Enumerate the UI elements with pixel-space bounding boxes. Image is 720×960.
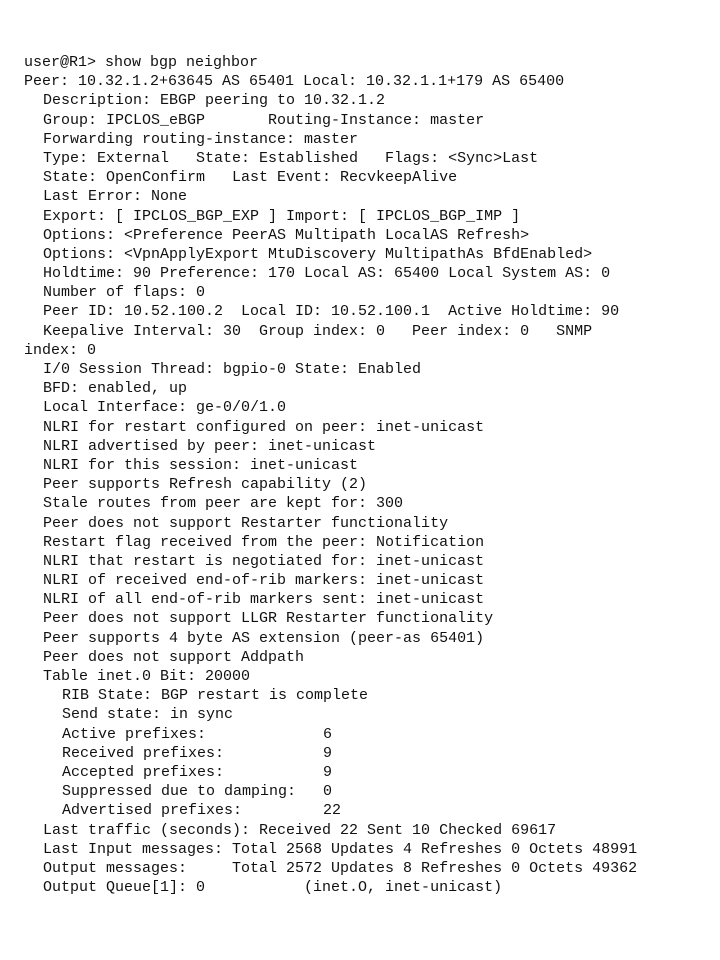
nlri-negotiated-line: NLRI that restart is negotiated for: inet-unicast	[43, 552, 485, 570]
last-traffic-line: Last traffic (seconds): Received 22 Sent 10 Checked 69617	[43, 821, 557, 839]
refresh-capability-line: Peer supports Refresh capability (2)	[43, 476, 368, 494]
options-line-2: Options: <VpnApplyExport MtuDiscovery MultipathAs BfdEnabled>	[43, 245, 593, 263]
export-import-line: Export: [ IPCLOS_BGP_EXP ] Import: [ IPCLOS_BGP_IMP ]	[43, 207, 521, 225]
local-interface-line: Local Interface: ge-0/0/1.0	[43, 399, 287, 417]
stale-routes-line: Stale routes from peer are kept for: 300	[43, 495, 404, 513]
type-state-line: Type: External State: Established Flags: <Sync>Last	[43, 149, 539, 167]
output-messages-line: Output messages: Total 2572 Updates 8 Refreshes 0 Octets 49362	[43, 859, 638, 877]
accepted-prefixes-line: Accepted prefixes: 9	[62, 763, 333, 781]
options-line-1: Options: <Preference PeerAS Multipath LocalAS Refresh>	[43, 226, 530, 244]
forwarding-instance-line: Forwarding routing-instance: master	[43, 130, 359, 148]
state-event-line: State: OpenConfirm Last Event: RecvkeepAlive	[43, 169, 458, 187]
session-thread-line: I/0 Session Thread: bgpio-0 State: Enabled	[43, 361, 422, 378]
restart-flag-line: Restart flag received from the peer: Notification	[43, 533, 485, 551]
active-prefixes-line: Active prefixes: 6	[62, 725, 333, 743]
addpath-line: Peer does not support Addpath	[43, 648, 305, 666]
table-line: Table inet.0 Bit: 20000	[43, 668, 251, 685]
last-error-line: Last Error: None	[43, 188, 188, 206]
as-extension-line: Peer supports 4 byte AS extension (peer-as 65401)	[43, 629, 485, 647]
nlri-eor-received-line: NLRI of received end-of-rib markers: inet-unicast	[43, 572, 485, 590]
nlri-eor-sent-line: NLRI of all end-of-rib markers sent: inet-unicast	[43, 591, 485, 609]
restarter-line: Peer does not support Restarter functionality	[43, 514, 449, 532]
suppressed-line: Suppressed due to damping: 0	[62, 783, 333, 801]
keepalive-line: Keepalive Interval: 30 Group index: 0 Peer index: 0 SNMP	[43, 322, 593, 340]
flaps-line: Number of flaps: 0	[43, 284, 206, 302]
description-line: Description: EBGP peering to 10.32.1.2	[43, 92, 386, 110]
nlri-session-line: NLRI for this session: inet-unicast	[43, 456, 359, 474]
received-prefixes-line: Received prefixes: 9	[62, 744, 333, 762]
holdtime-line: Holdtime: 90 Preference: 170 Local AS: 65400 Local System AS: 0	[43, 265, 611, 283]
bfd-line: BFD: enabled, up	[43, 380, 188, 398]
send-state-line: Send state: in sync	[62, 706, 234, 724]
command-line: user@R1> show bgp neighbor	[24, 54, 259, 71]
input-messages-line: Last Input messages: Total 2568 Updates 4 Refreshes 0 Octets 48991	[43, 840, 638, 858]
group-line: Group: IPCLOS_eBGP Routing-Instance: master	[43, 111, 485, 129]
advertised-prefixes-line: Advertised prefixes: 22	[62, 802, 342, 820]
rib-state-line: RIB State: BGP restart is complete	[62, 687, 369, 705]
terminal-output	[24, 53, 714, 897]
llgr-line: Peer does not support LLGR Restarter functionality	[43, 610, 494, 628]
nlri-advertised-line: NLRI advertised by peer: inet-unicast	[43, 437, 377, 455]
output-queue-line: Output Queue[1]: 0 (inet.O, inet-unicast)	[43, 879, 503, 897]
nlri-restart-line: NLRI for restart configured on peer: inet-unicast	[43, 418, 485, 436]
peer-id-line: Peer ID: 10.52.100.2 Local ID: 10.52.100.1 Active Holdtime: 90	[43, 303, 620, 321]
peer-line: Peer: 10.32.1.2+63645 AS 65401 Local: 10.32.1.1+179 AS 65400	[24, 73, 565, 91]
snmp-index-line: index: 0	[24, 341, 97, 359]
